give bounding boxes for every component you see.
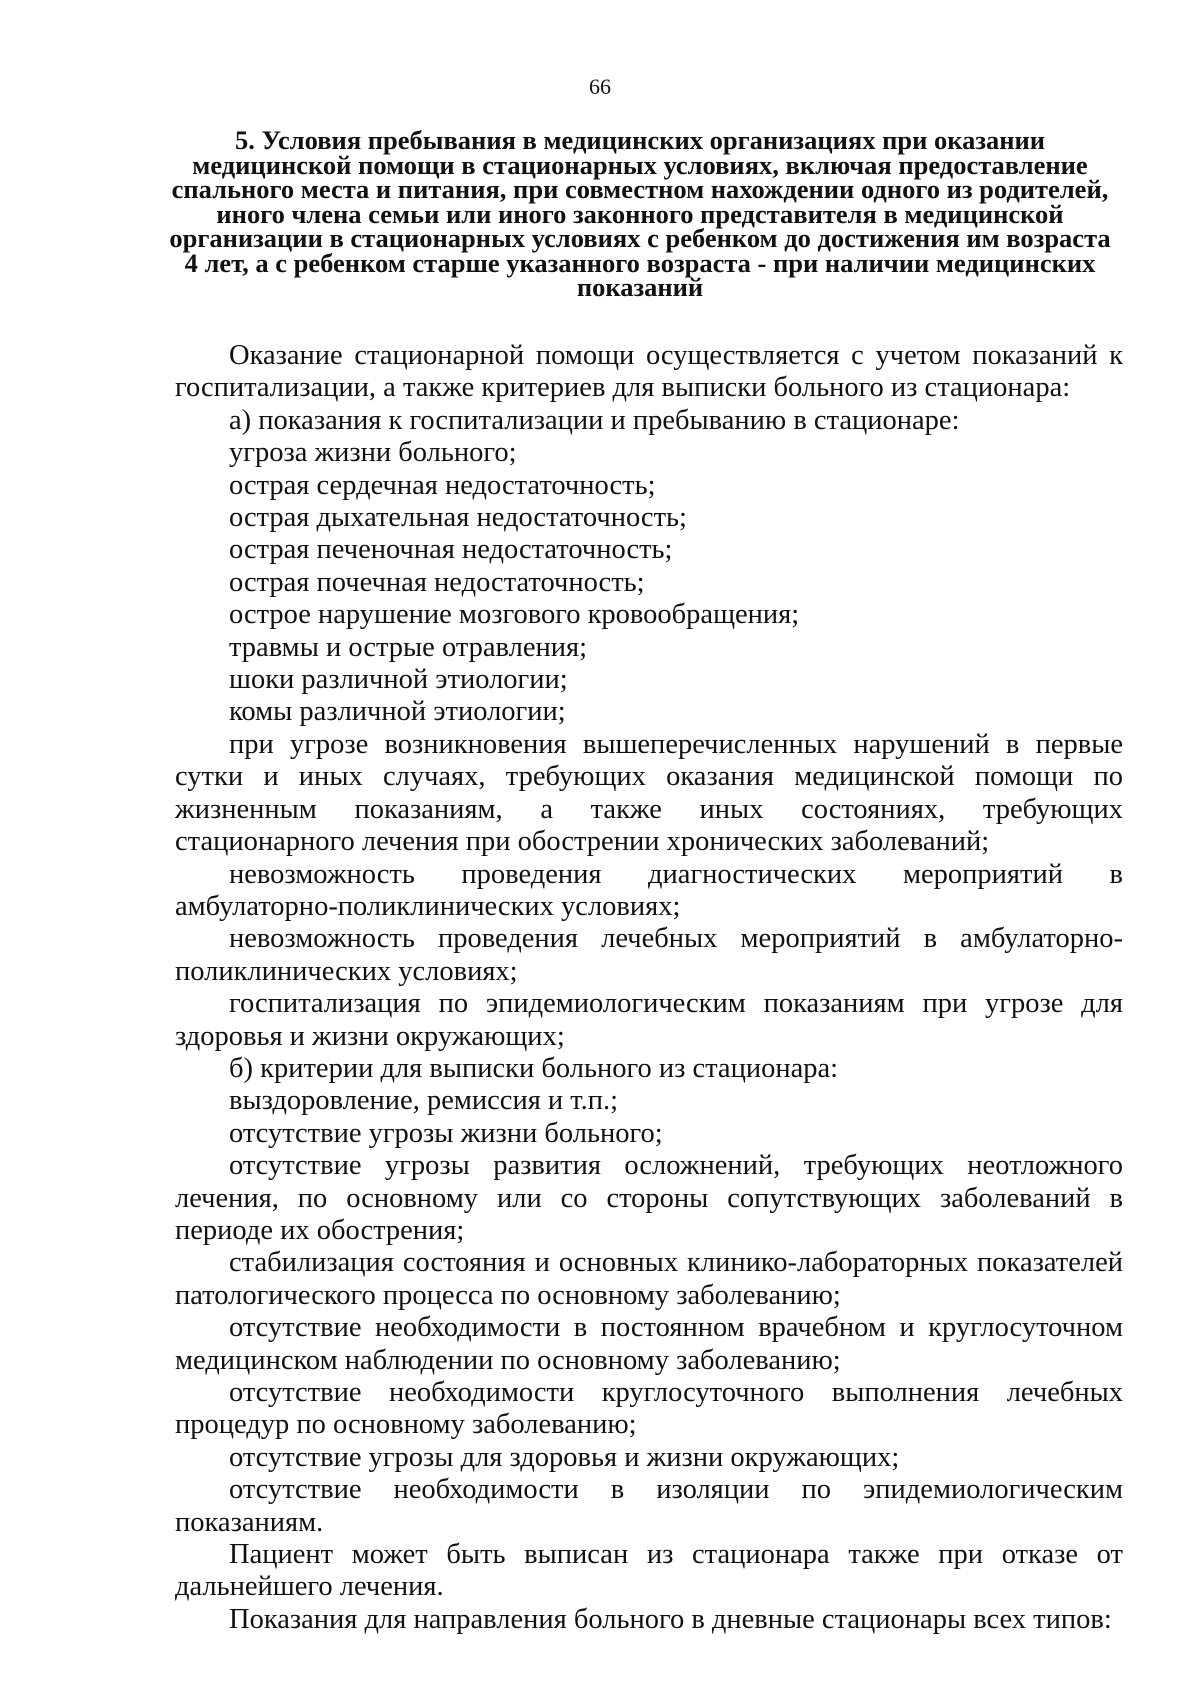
list-item: отсутствие необходимости в постоянном врачебном и круглосуточном медицинском наблюдении по основному заболеванию; xyxy=(175,1312,1123,1376)
page-number: 66 xyxy=(589,74,611,99)
list-item: острая сердечная недостаточность; xyxy=(229,469,656,501)
list-item: отсутствие необходимости в изоляции по эпидемиологическим показаниям. xyxy=(175,1474,1123,1538)
list-item: острая дыхательная недостаточность; xyxy=(229,502,687,534)
list-item: травмы и острые отравления; xyxy=(229,631,588,663)
list-item: отсутствие угрозы развития осложнений, требующих неотложного лечения, по основному или со стороны сопутствующих заболеваний в периоде их обострения; xyxy=(175,1150,1123,1246)
paragraph: Оказание стационарной помощи осуществляется с учетом показаний к госпитализации, а также критериев для выписки больного из стационара: xyxy=(175,340,1123,404)
list-item: госпитализация по эпидемиологическим показаниям при угрозе для здоровья и жизни окружающих; xyxy=(175,988,1123,1052)
list-item: комы различной этиологии; xyxy=(229,696,566,728)
list-item: острое нарушение мозгового кровообращения; xyxy=(229,599,800,631)
paragraph: Пациент может быть выписан из стационара также при отказе от дальнейшего лечения. xyxy=(175,1539,1123,1603)
list-item: при угрозе возникновения вышеперечисленных нарушений в первые сутки и иных случаях, требующих оказания медицинской помощи по жизненным показаниям, а также иных состояниях, требующих стационарного лечения при обострении хронических заболеваний; xyxy=(175,728,1123,858)
paragraph: Показания для направления больного в дневные стационары всех типов: xyxy=(229,1603,1112,1635)
paragraph: а) показания к госпитализации и пребыванию в стационаре: xyxy=(229,404,960,436)
list-item: острая почечная недостаточность; xyxy=(229,566,645,598)
list-item: выздоровление, ремиссия и т.п.; xyxy=(229,1085,619,1117)
list-item: стабилизация состояния и основных клинико-лабораторных показателей патологического процесса по основному заболеванию; xyxy=(175,1247,1123,1311)
section-heading: 5. Условия пребывания в медицинских организациях при оказании медицинской помощи в стационарных условиях, включая предоставление спального места и питания, при совместном нахождении одного из родителей, иного члена семьи или иного законного представителя в медицинской организации в стационарных условиях с ребенком до достижения им возраста 4 лет, а с ребенком старше указанного возраста - при наличии медицинских показаний xyxy=(169,125,1111,302)
document-body xyxy=(175,340,1123,1636)
list-item: шоки различной этиологии; xyxy=(229,664,568,696)
list-item: отсутствие необходимости круглосуточного выполнения лечебных процедур по основному заболеванию; xyxy=(175,1377,1123,1441)
list-item: невозможность проведения диагностических мероприятий в амбулаторно-поликлинических условиях; xyxy=(175,858,1123,922)
list-item: острая печеночная недостаточность; xyxy=(229,534,673,566)
paragraph: б) критерии для выписки больного из стационара: xyxy=(229,1052,839,1084)
list-item: отсутствие угрозы для здоровья и жизни окружающих; xyxy=(229,1441,900,1473)
list-item: невозможность проведения лечебных мероприятий в амбулаторно-поликлинических условиях; xyxy=(175,923,1123,987)
list-item: отсутствие угрозы жизни больного; xyxy=(229,1117,663,1149)
list-item: угроза жизни больного; xyxy=(229,437,517,469)
